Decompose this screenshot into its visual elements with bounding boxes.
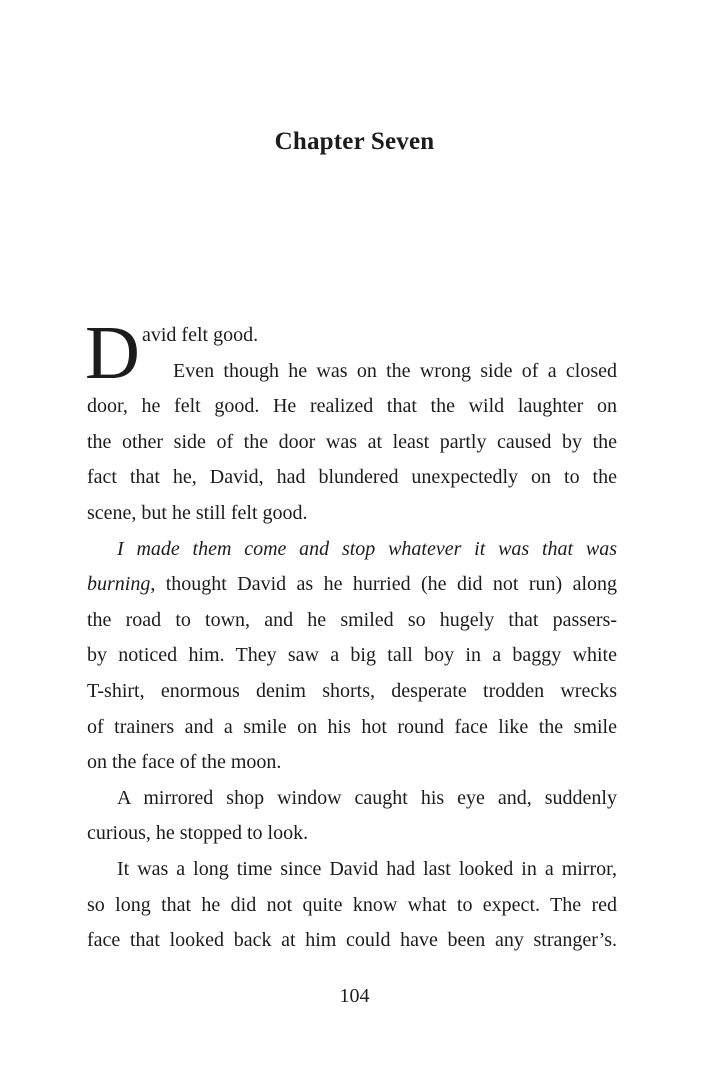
drop-cap: D	[85, 311, 140, 395]
paragraph-line: face that looked back at him could have been any stranger’s.	[87, 929, 617, 952]
chapter-body	[85, 311, 617, 959]
paragraph-line: Even though he was on the wrong side of a closed	[173, 359, 617, 382]
paragraph-line	[87, 567, 617, 603]
paragraph-line-italic: I made them come and stop whatever it was that was	[117, 537, 617, 560]
paragraph-line: It was a long time since David had last looked in a mirror,	[117, 857, 617, 880]
paragraph-line: of trainers and a smile on his hot round face like the smile	[87, 715, 617, 738]
paragraph-line: curious, he stopped to look.	[87, 822, 309, 845]
page-number: 104	[339, 985, 370, 1007]
paragraph-line-rest: , thought David as he hurried (he did not run) along	[150, 573, 617, 596]
paragraph-line: on the face of the moon.	[87, 751, 282, 774]
paragraph-line: A mirrored shop window caught his eye and, suddenly	[117, 786, 617, 809]
opening-paragraph	[85, 311, 617, 395]
paragraph-line: the other side of the door was at least partly caused by the	[87, 430, 617, 453]
opening-line: avid felt good.	[142, 324, 259, 346]
paragraph-line: door, he felt good. He realized that the wild laughter on	[87, 395, 617, 418]
paragraph-line: scene, but he still felt good.	[87, 501, 308, 524]
paragraph-line: fact that he, David, had blundered unexpectedly on to the	[87, 466, 617, 489]
paragraph-line: T-shirt, enormous denim shorts, desperate trodden wrecks	[87, 679, 617, 702]
paragraph-line: so long that he did not quite know what to expect. The red	[87, 893, 617, 916]
paragraph-line: by noticed him. They saw a big tall boy in a baggy white	[87, 644, 617, 667]
chapter-title: Chapter Seven	[274, 128, 435, 155]
paragraph-line: the road to town, and he smiled so hugely that passers-	[87, 608, 617, 631]
italic-word: burning	[87, 573, 151, 596]
